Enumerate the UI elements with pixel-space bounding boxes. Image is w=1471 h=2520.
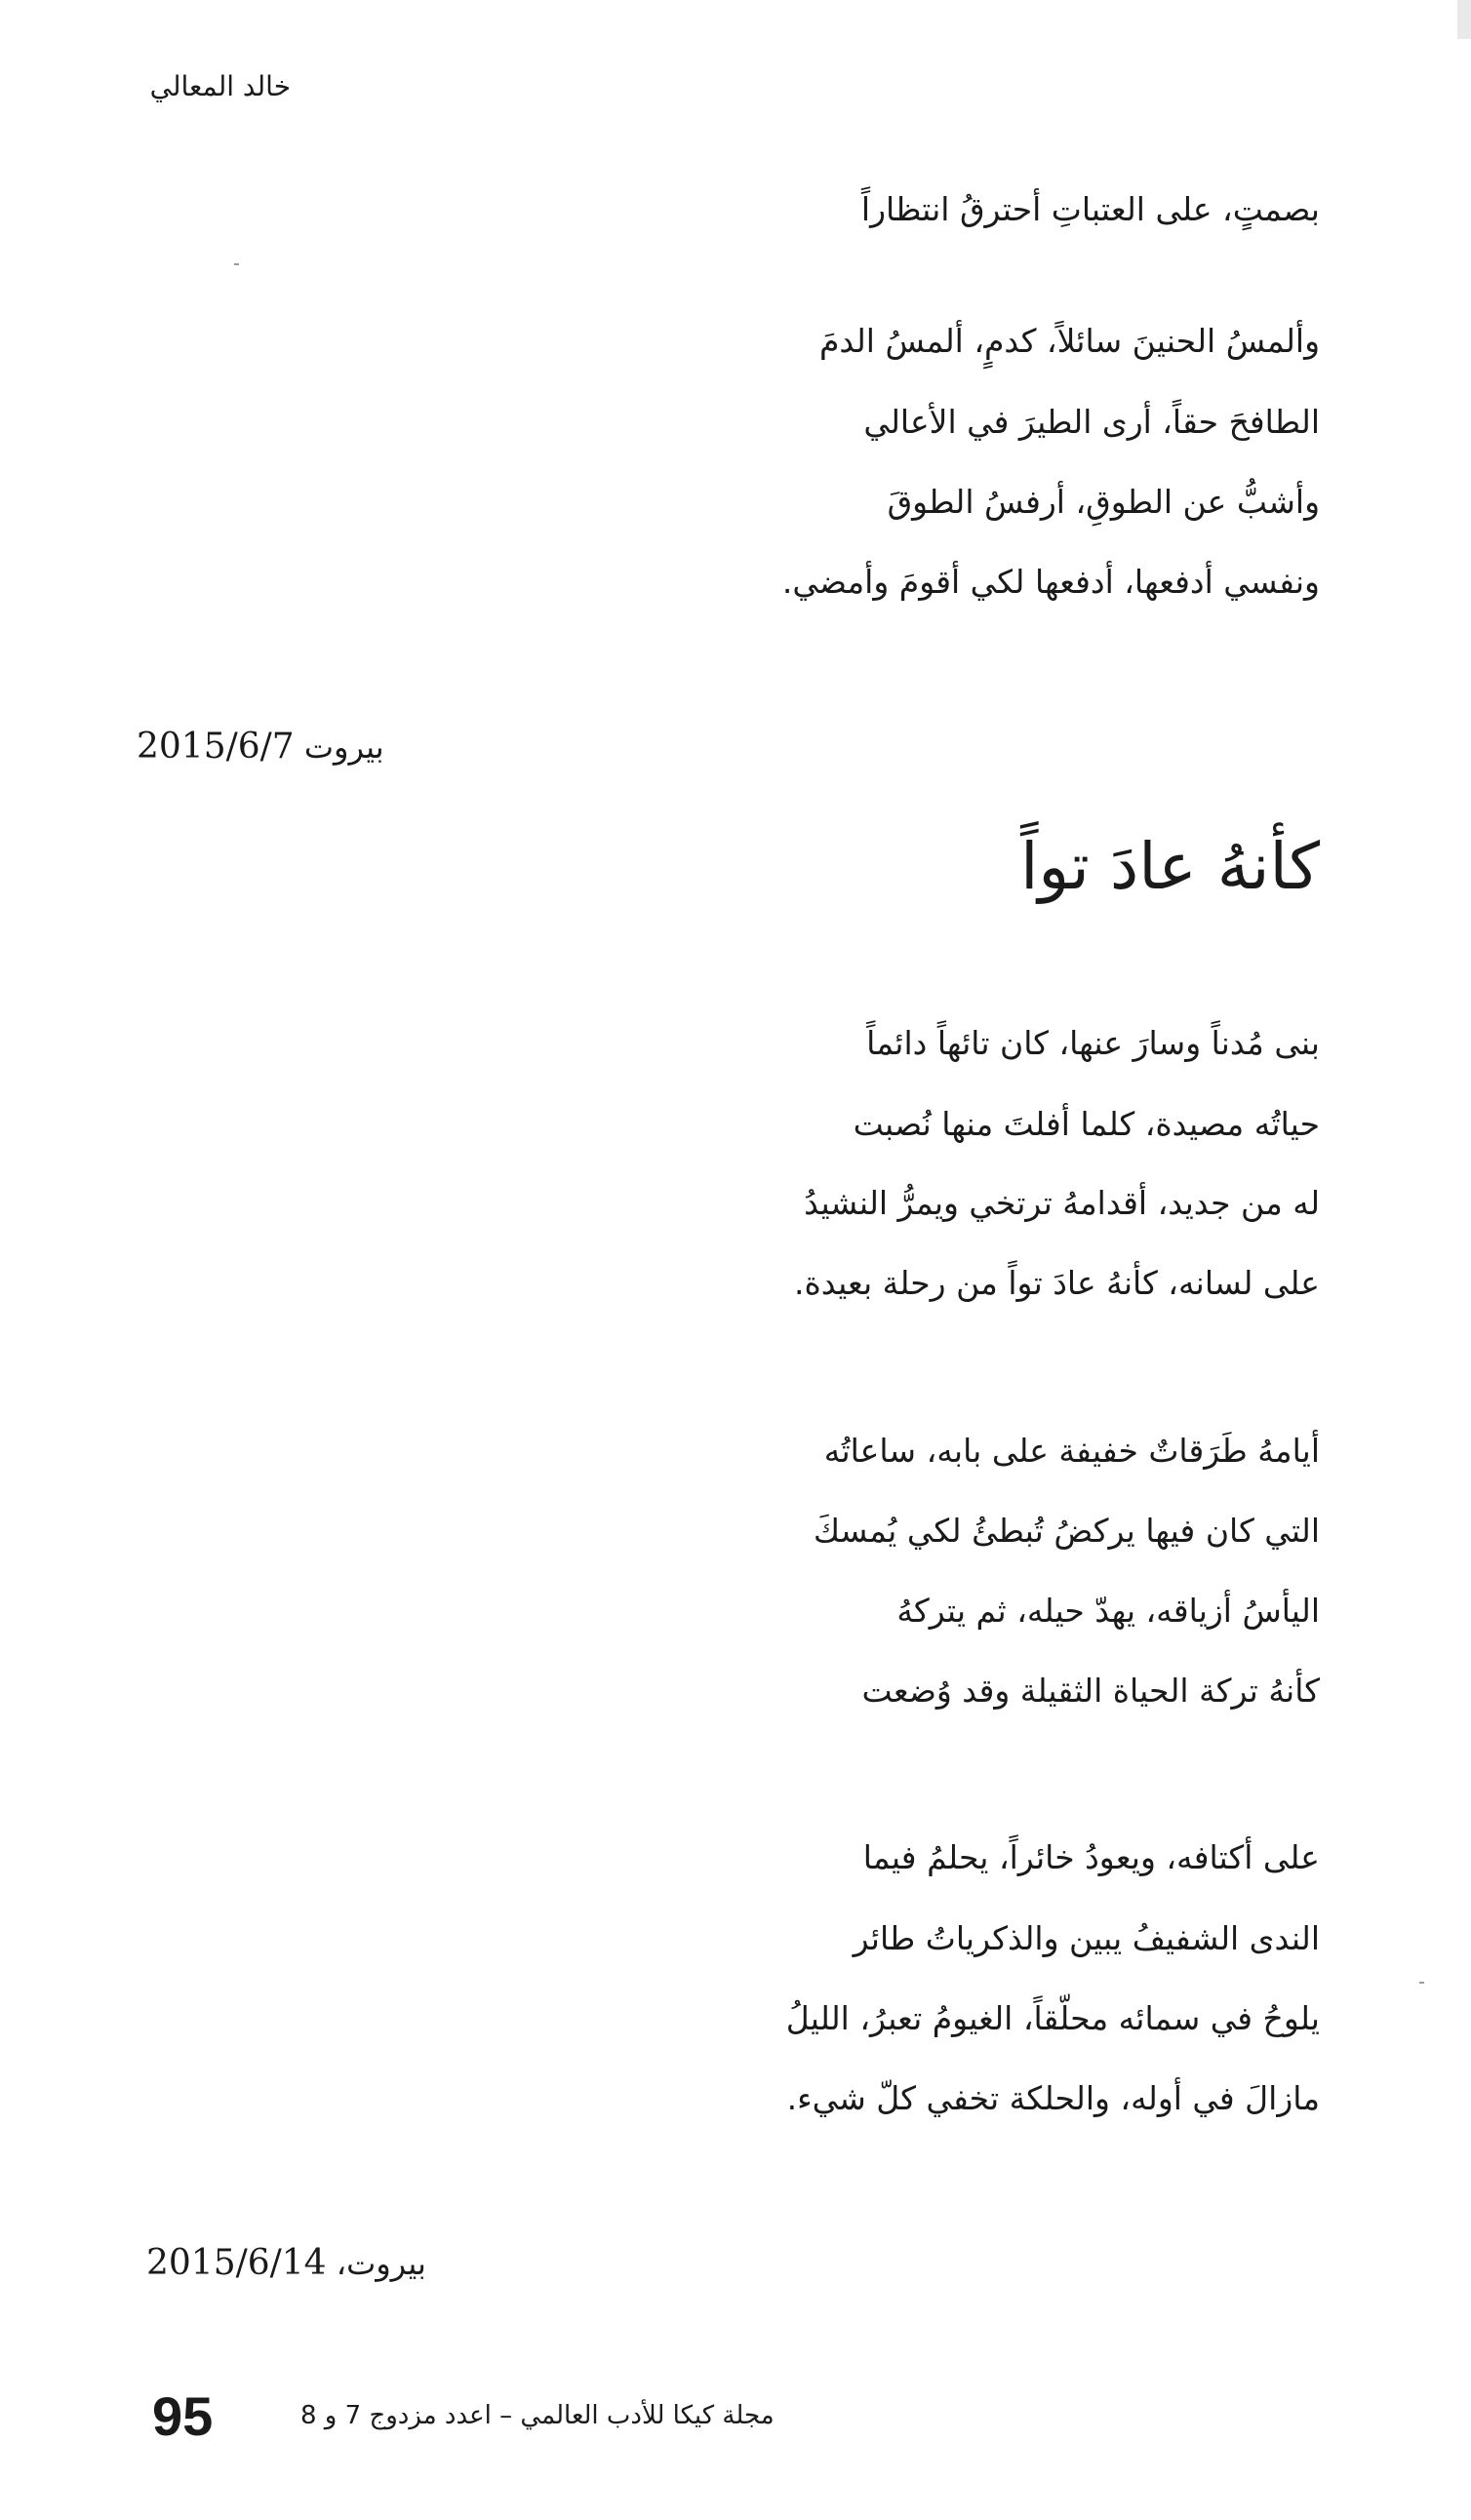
poem1-line: وألمسُ الحنينَ سائلاً، كدمٍ، ألمسُ الدمَ — [818, 322, 1320, 360]
author-name: خالد المعالي — [149, 70, 291, 102]
poem2-line: حياتُه مصيدة، كلما أفلتَ منها نُصبت — [853, 1105, 1320, 1143]
poem1-date-value: 2015/6/7 — [137, 727, 295, 767]
poem1-date-place: بيروت — [303, 728, 384, 766]
poem2-line: الندى الشفيفُ يبين والذكرياتُ طائر — [853, 1919, 1320, 1957]
poem2-line: مازالَ في أوله، والحلكة تخفي كلّ شيء. — [786, 2079, 1320, 2117]
poem2-date-place: بيروت، — [336, 2245, 426, 2282]
poem1-line: ونفسي أدفعها، أدفعها لكي أقومَ وأمضي. — [781, 563, 1320, 601]
scan-edge-mark — [1457, 0, 1471, 39]
poem2-line: بنى مُدناً وسارَ عنها، كان تائهاً دائماً — [866, 1024, 1320, 1062]
poem1-line: وأشبُّ عن الطوقِ، أرفسُ الطوقَ — [887, 483, 1320, 521]
poem2-line: على أكتافه، ويعودُ خائراً، يحلمُ فيما — [862, 1838, 1320, 1876]
poem2-title: كأنهُ عادَ تواً — [1020, 829, 1320, 904]
poem2-line: أيامهُ طَرَقاتٌ خفيفة على بابه، ساعاتُه — [823, 1432, 1320, 1470]
scan-speck — [1419, 1982, 1424, 1984]
poem1-line: الطافحَ حقاً، أرى الطيرَ في الأعالي — [863, 403, 1320, 441]
poem2-line: كأنهُ تركة الحياة الثقيلة وقد وُضعت — [861, 1672, 1320, 1710]
poem1-date — [137, 727, 384, 767]
scan-speck — [234, 263, 239, 265]
poem1-line: بصمتٍ، على العتباتِ أحترقُ انتظاراً — [860, 190, 1320, 228]
poem2-line: له من جديد، أقدامهُ ترتخي ويمرُّ النشيدُ — [804, 1184, 1320, 1222]
poem2-line: اليأسُ أزياقه، يهدّ حيله، ثم يتركهُ — [896, 1592, 1320, 1630]
page-number: 95 — [152, 2385, 214, 2447]
journal-footer: مجلة كيكا للأدب العالمي – اعدد مزدوج 7 و 8 — [300, 2401, 775, 2430]
poem2-line: يلوحُ في سمائه محلّقاً، الغيومُ تعبرُ، الليلُ — [785, 1999, 1320, 2037]
poem2-line: على لسانه، كأنهُ عادَ تواً من رحلة بعيدة. — [793, 1264, 1320, 1302]
poem2-date-value: 2015/6/14 — [146, 2243, 327, 2283]
poem2-line: التي كان فيها يركضُ تُبطئُ لكي يُمسكَ — [813, 1512, 1320, 1550]
poem2-date — [146, 2243, 426, 2283]
